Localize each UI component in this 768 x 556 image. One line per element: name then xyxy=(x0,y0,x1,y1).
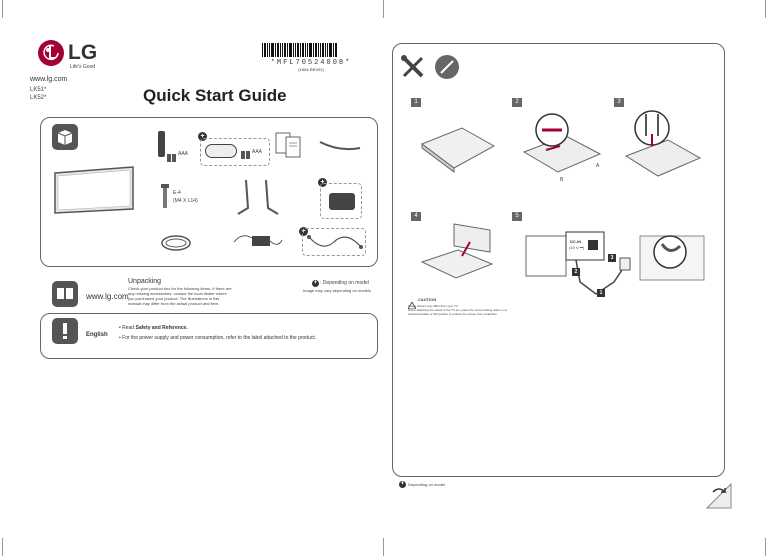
magic-remote-group xyxy=(200,138,270,166)
barcode-bars xyxy=(262,43,360,59)
caution-line-2: When attaching the stand to the TV set, place the screen facing down on a cushioned table or flat surface to protect the screen from scratches. xyxy=(408,308,508,316)
step-2-label-b: B xyxy=(560,177,564,183)
connection-marker-1: 1 xyxy=(597,289,605,297)
stand-illustration xyxy=(236,178,280,216)
caution-title: CAUTION xyxy=(418,297,437,302)
footer-depending-note: Depending on model xyxy=(408,482,445,487)
page-title: Quick Start Guide xyxy=(143,86,287,105)
lg-logo-text: LG xyxy=(68,41,98,64)
screw-size: (M4 X L14) xyxy=(173,198,198,204)
power-cord xyxy=(158,232,196,254)
barcode-revision: (1804-REV02) xyxy=(298,67,324,72)
model-1: LK51* xyxy=(30,87,47,93)
page-turn-icon xyxy=(705,482,733,510)
step-2-illustration xyxy=(520,108,604,180)
step-4-illustration xyxy=(418,222,498,282)
screw-label: E-4 xyxy=(173,190,181,196)
connection-marker-3: 3 xyxy=(608,254,616,262)
language-label: English xyxy=(86,332,108,338)
safety-line-2: • For the power supply and power consumption, refer to the label attached to the product. xyxy=(119,335,317,341)
magic-battery-label: AAA xyxy=(252,149,263,155)
step-3-number: 3 xyxy=(614,98,624,107)
optional-plus-icon: + xyxy=(318,178,327,187)
ferrite-core xyxy=(329,193,355,210)
barcode-number: *MFL70524008* xyxy=(270,59,352,67)
crop-mark xyxy=(383,0,384,18)
crop-mark xyxy=(2,0,3,18)
power-adapter xyxy=(232,228,284,254)
lg-tagline: Life's Good xyxy=(70,64,96,70)
optional-plus-icon: + xyxy=(299,227,308,236)
step-2-number: 2 xyxy=(512,98,522,107)
caution-icon xyxy=(408,296,416,303)
warning-icon xyxy=(52,318,78,344)
step-5-number: 5 xyxy=(512,212,522,221)
dc-spec-label: (19 V ⎓) xyxy=(569,245,585,250)
optional-plus-icon: + xyxy=(198,132,207,141)
screw-icon xyxy=(160,184,170,210)
crop-mark xyxy=(765,538,766,556)
website-url: www.lg.com xyxy=(30,76,68,83)
step-2-label-a: A xyxy=(596,163,600,169)
image-note: Image may vary depending on models xyxy=(303,288,371,293)
safety-line-1 xyxy=(119,325,188,331)
unpacking-body: Check your product box for the following items. If there are any missing accessories, contact the local dealer where you purchased your product. The illustrations in this manual may differ from the actual product and item. xyxy=(128,286,232,306)
lg-logo xyxy=(38,40,108,72)
manual-booklets xyxy=(274,131,304,159)
crop-mark xyxy=(383,538,384,556)
safety-line-1-bold: Safety and Reference. xyxy=(135,325,188,331)
barcode xyxy=(262,43,360,72)
crop-mark xyxy=(2,538,3,556)
remote-control xyxy=(158,131,165,157)
model-2: LK52* xyxy=(30,95,47,101)
optional-plus-icon: + xyxy=(313,280,318,286)
no-tools-icon xyxy=(434,54,460,80)
magic-remote xyxy=(205,144,237,158)
rf-cable-group xyxy=(302,228,366,256)
optional-plus-icon: + xyxy=(400,481,405,487)
battery-icon xyxy=(241,146,251,154)
unpacking-website: www.lg.com xyxy=(86,292,129,301)
connection-marker-2: 2 xyxy=(572,268,580,276)
depending-label: : Depending on model xyxy=(320,280,369,286)
tools-icon xyxy=(400,54,426,80)
box-icon xyxy=(52,124,78,150)
crop-mark xyxy=(765,0,766,18)
step-4-number: 4 xyxy=(411,212,421,221)
step-1-illustration xyxy=(418,124,498,174)
cable-cover xyxy=(318,138,362,152)
tv-illustration xyxy=(53,165,135,215)
unpacking-heading: Unpacking xyxy=(128,278,162,285)
ferrite-core-group xyxy=(320,183,362,219)
step-3-illustration xyxy=(622,106,702,180)
book-icon xyxy=(52,281,78,307)
caution-line-1: Image shown may differ from your TV. xyxy=(408,304,459,308)
lg-logo-mark xyxy=(38,40,64,66)
step-5-illustration xyxy=(520,222,710,312)
dc-in-label: DC-IN xyxy=(570,239,582,244)
battery-icon xyxy=(167,149,177,157)
step-1-number: 1 xyxy=(411,98,421,107)
battery-label: AAA xyxy=(178,151,189,157)
safety-line-1-prefix: • Read xyxy=(119,325,136,331)
